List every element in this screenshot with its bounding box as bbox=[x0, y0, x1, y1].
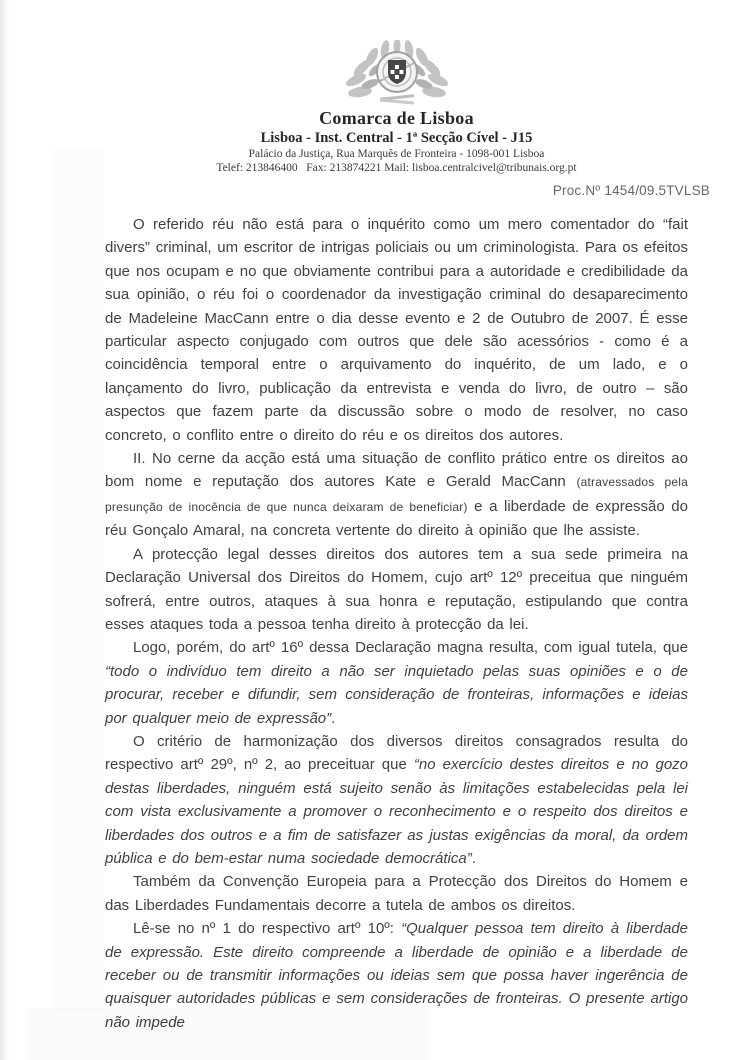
scan-edge-artifact bbox=[0, 0, 9, 1060]
scan-band-artifact bbox=[52, 150, 104, 1010]
text-run: Também da Convenção Europeia para a Protecção dos Direitos do Homem e das Liberdades Fundamentais decorre a tutela de ambos os direitos. bbox=[105, 873, 688, 914]
text-run: e a liberdade de expressão do réu Gonçalo Amaral, na concreta vertente do direito à opinião que lhe assiste. bbox=[105, 497, 688, 540]
paragraph-3 bbox=[105, 543, 688, 637]
document-body bbox=[105, 213, 688, 1034]
text-run: O critério de harmonização dos diversos direitos consagrados resulta do respectivo artº 29º, nº 2, ao preceituar que bbox=[105, 732, 688, 774]
text-run-quote: “todo o indivíduo tem direito a não ser inquietado pelas suas opiniões e o de procurar, receber e difundir, sem consideração de fronteiras, informações e ideias por qualquer meio de expressão” bbox=[105, 662, 688, 727]
paragraph-4 bbox=[105, 636, 688, 730]
court-header bbox=[105, 0, 688, 175]
text-run: Lê-se no nº 1 do respectivo artº 10º: bbox=[133, 920, 402, 938]
paragraph-2 bbox=[105, 447, 688, 543]
text-run: . bbox=[471, 849, 476, 867]
court-address-line: Palácio da Justiça, Rua Marquês de Fronteira - 1098-001 Lisboa bbox=[248, 148, 545, 160]
court-name: Comarca de Lisboa bbox=[319, 108, 474, 128]
court-contacts-line: Telef: 213846400 Fax: 213874221 Mail: lisboa.centralcivel@tribunais.org.pt bbox=[216, 162, 577, 174]
text-run-quote: “no exercício destes direitos e no gozo destas liberdades, ninguém está sujeito senão às limitações estabelecidas pela lei com vista exclusivamente a promover o reconhecimento e o respeito dos direitos e liberdades dos outros e a fim de satisfazer as justas exigências da moral, da ordem pública e do bem-estar numa sociedade democrática” bbox=[105, 756, 689, 867]
paragraph-6 bbox=[105, 870, 688, 917]
paragraph-1 bbox=[105, 213, 688, 447]
paragraph-7 bbox=[105, 917, 688, 1034]
text-run: O referido réu não está para o inquérito como um mero comentador do “fait divers” criminal, um escritor de intrigas policiais ou um criminologista. Para os efeitos que nos ocupam e no que obviamente contribui para a autoridade e credibilidade da sua opinião, o réu foi o coordenador da investigação criminal do desaparecimento de Madeleine MacCann entre o dia desse evento e 2 de Outubro de 2007. É esse particular aspecto conjugado com outros que dele são acessórios - como é a coincidência temporal entre o arquivamento do inquérito, de um lado, e o lançamento do livro, publicação da entrevista e venda do livro, de outro – são aspectos que fazem parte da discussão sobre o modo de resolver, no caso concreto, o conflito entre o direito do réu e os direitos dos autores. bbox=[105, 216, 688, 444]
text-run: II. No cerne da acção está uma situação de conflito prático entre os direitos ao bom nome e reputação dos autores Kate e Gerald MacCann bbox=[105, 450, 688, 491]
text-run: . bbox=[331, 709, 336, 727]
court-section-line: Lisboa - Inst. Central - 1ª Secção Cível - J15 bbox=[260, 130, 533, 146]
text-run: Logo, porém, do artº 16º dessa Declaração magna resulta, com igual tutela, que bbox=[133, 639, 688, 657]
text-run-quote: “Qualquer pessoa tem direito à liberdade de expressão. Este direito compreende a liberdade de opinião e a liberdade de receber ou de transmitir informações ou ideias sem que possa haver ingerência de quaisquer autoridades públicas e sem considerações de fronteiras. O presente artigo não impede bbox=[105, 920, 689, 1031]
paragraph-5 bbox=[105, 730, 688, 870]
coat-of-arms-icon bbox=[342, 40, 452, 106]
text-run-small: (atravessados pela presunção de inocência de que nunca deixaram de beneficiar) bbox=[105, 475, 688, 514]
proc-number: Proc.Nº 1454/09.5TVLSB bbox=[552, 183, 710, 198]
text-run: A protecção legal desses direitos dos autores tem a sua sede primeira na Declaração Universal dos Direitos do Homem, cujo artº 12º preceitua que ninguém sofrerá, entre outros, ataques à sua honra e reputação, estipulando que contra esses ataques toda a pessoa tenha direito à protecção da lei. bbox=[105, 545, 688, 633]
